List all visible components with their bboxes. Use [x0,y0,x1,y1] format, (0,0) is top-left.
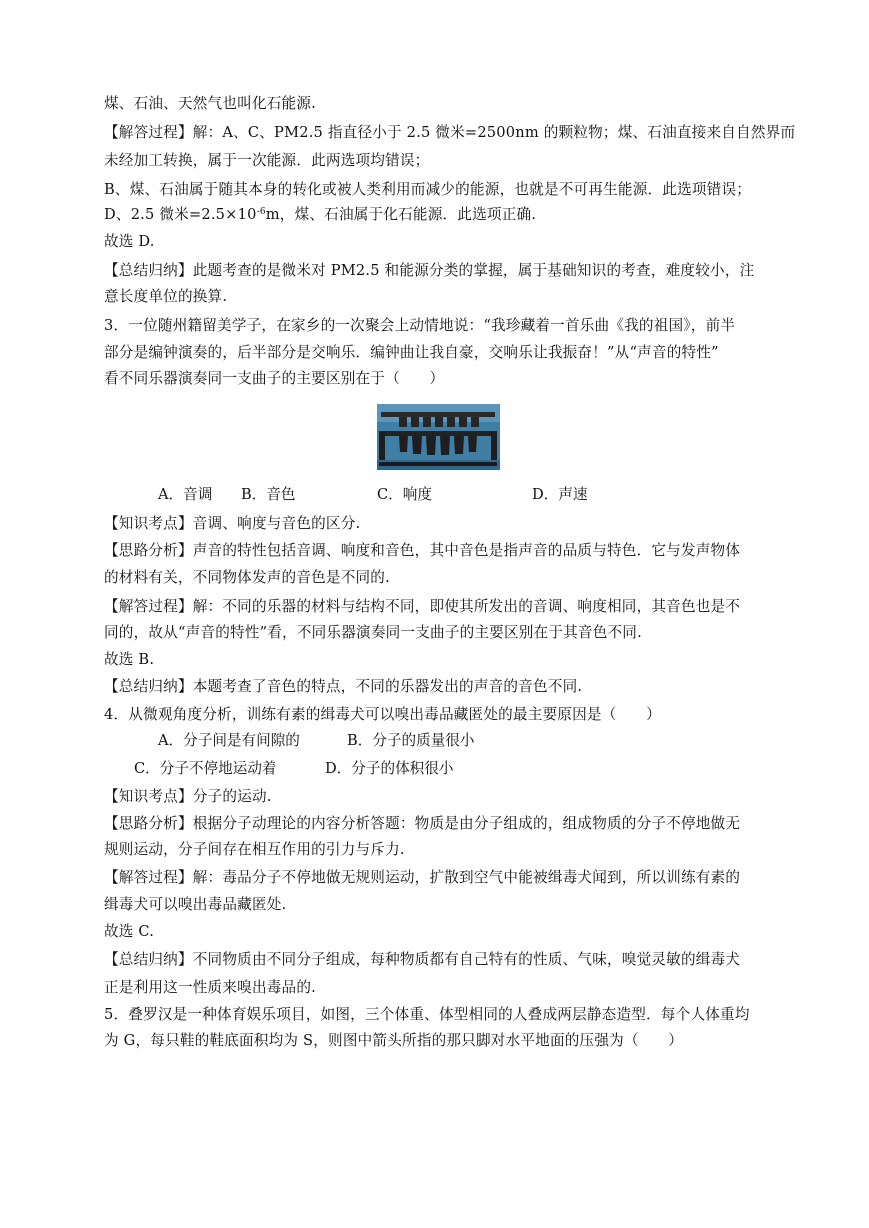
d-line-exponent: -6 [256,207,266,217]
text-line: 煤、石油、天然气也叫化石能源. [104,95,316,112]
text-line: 故选 B. [104,651,155,668]
text-line: 部分是编钟演奏的，后半部分是交响乐．编钟曲让我自豪，交响乐让我振奋！”从“声音的特性” [104,344,719,361]
text-line: 【思路分析】根据分子动理论的内容分析答题：物质是由分子组成的，组成物质的分子不停地做无 [104,815,741,832]
q4-option-d: D．分子的体积很小 [325,760,454,777]
text-line: 规则运动，分子间存在相互作用的引力与斥力. [104,841,405,858]
q4-option-a: A．分子间是有间隙的 [158,732,300,749]
bianzhong-bells-image [377,404,500,470]
text-line: 意长度单位的换算. [104,288,228,305]
text-line: 3．一位随州籍留美学子，在家乡的一次聚会上动情地说：“我珍藏着一首乐曲《我的祖国》，前半 [104,317,736,334]
q3-option-c: C．响度 [377,486,432,503]
text-line: 【思路分析】声音的特性包括音调、响度和音色，其中音色是指声音的品质与特色．它与发声物体 [104,542,741,559]
text-line: 【知识考点】音调、响度与音色的区分. [104,515,361,532]
text-line: 【总结归纳】不同物质由不同分子组成，每种物质都有自己特有的性质、气味，嗅觉灵敏的缉毒犬 [104,951,741,968]
text-line: 【总结归纳】此题考查的是微米对 PM2.5 和能源分类的掌握，属于基础知识的考查，难度较小，注 [104,262,755,279]
text-line: 【解答过程】解：毒品分子不停地做无规则运动，扩散到空气中能被缉毒犬闻到，所以训练有素的 [104,869,741,886]
q3-option-d: D．声速 [532,486,588,503]
q4-option-c: C．分子不停地运动着 [134,760,277,777]
q3-option-a: A．音调 [158,486,213,503]
text-line: 故选 C. [104,923,155,940]
text-line: 故选 D. [104,233,155,250]
text-line: 5．叠罗汉是一种体育娱乐项目，如图，三个体重、体型相同的人叠成两层静态造型．每个人体重均 [104,1006,750,1023]
text-line: 【解答过程】解：A、C、PM2.5 指直径小于 2.5 微米=2500nm 的颗粒物；煤、石油直接来自自然界而 [104,124,796,141]
text-line: 为 G，每只鞋的鞋底面积均为 S，则图中箭头所指的那只脚对水平地面的压强为（ ） [104,1032,684,1049]
d-line-prefix: D、2.5 微米=2.5×10 [104,206,257,223]
text-line: 看不同乐器演奏同一支曲子的主要区别在于（ ） [104,370,445,387]
text-line: 缉毒犬可以嗅出毒品藏匿处. [104,896,287,913]
text-line: 同的，故从“声音的特性”看，不同乐器演奏同一支曲子的主要区别在于其音色不同. [104,624,642,641]
text-line: 【解答过程】解：不同的乐器的材料与结构不同，即使其所发出的音调、响度相同，其音色也是不 [104,598,741,615]
text-line: 4．从微观角度分析，训练有素的缉毒犬可以嗅出毒品藏匿处的最主要原因是（ ） [104,706,661,723]
text-line: 未经加工转换，属于一次能源．此两选项均错误； [104,152,430,169]
d-line-suffix: m，煤、石油属于化石能源．此选项正确. [265,206,537,223]
text-line: 【总结归纳】本题考查了音色的特点，不同的乐器发出的声音的音色不同. [104,678,583,695]
text-line [104,205,536,225]
text-line: 【知识考点】分子的运动. [104,788,272,805]
q4-option-b: B．分子的质量很小 [347,732,475,749]
text-line: 正是利用这一性质来嗅出毒品的. [104,979,316,996]
q3-option-b: B．音色 [241,486,296,503]
text-line: 的材料有关，不同物体发声的音色是不同的. [104,569,390,586]
text-line: B、煤、石油属于随其本身的转化或被人类利用而减少的能源，也就是不可再生能源．此选项错误； [104,181,752,198]
